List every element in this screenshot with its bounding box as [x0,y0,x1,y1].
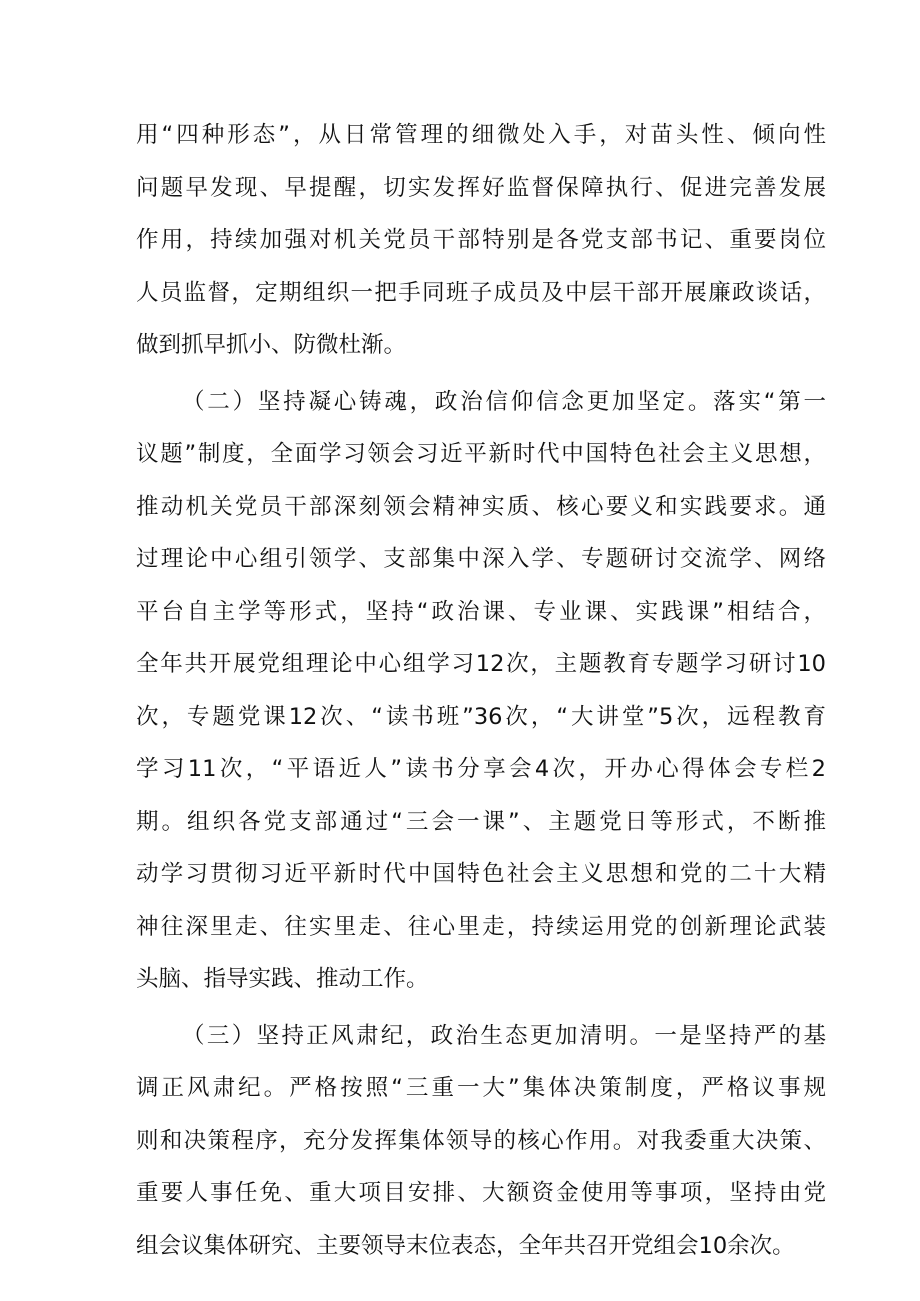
text-line: 用“四种形态”，从日常管理的细微处入手，对苗头性、倾向性 [136,122,826,148]
text-line: 议题”制度，全面学习领会习近平新时代中国特色社会主义思想， [136,441,826,467]
text-line: 期。组织各党支部通过“三会一课”、主题党日等形式，不断推 [136,808,826,835]
text-line: 重要人事任免、重大项目安排、大额资金使用等事项，坚持由党 [136,1180,826,1206]
paragraph-1 [136,109,826,372]
text-line: 推动机关党员干部深刻领会精神实质、核心要义和实践要求。通 [136,493,826,520]
text-line: 次，专题党课12次、“读书班”36次，“大讲堂”5次，远程教育 [136,703,826,730]
text-line: 调正风肃纪。严格按照“三重一大”集体决策制度，严格议事规 [136,1075,826,1101]
text-line: 则和决策程序，充分发挥集体领导的核心作用。对我委重大决策、 [136,1127,826,1154]
text-line: 作用，持续加强对机关党员干部特别是各党支部书记、重要岗位 [136,227,826,253]
paragraph-heading-line: （三）坚持正风肃纪，政治生态更加清明。一是坚持严的基 [182,1022,826,1049]
text-line: 平台自主学等形式，坚持“政治课、专业课、实践课”相结合， [136,598,826,625]
text-line: 头脑、指导实践、推动工作。 [136,966,429,992]
text-line: 人员监督，定期组织一把手同班子成员及中层干部开展廉政谈话， [136,279,826,306]
text-line: 学习11次，“平语近人”读书分享会4次，开办心得体会专栏2 [136,756,826,782]
paragraph-2 [136,376,826,1006]
text-line: 过理论中心组引领学、支部集中深入学、专题研讨交流学、网络 [136,546,826,572]
text-line: 问题早发现、早提醒，切实发挥好监督保障执行、促进完善发展 [136,174,826,201]
text-line: 组会议集体研究、主要领导末位表态，全年共召开党组会10余次。 [136,1232,795,1259]
text-line: 神往深里走、往实里走、往心里走，持续运用党的创新理论武装 [136,913,826,940]
text-line: 全年共开展党组理论中心组学习12次，主题教育专题学习研讨10 [136,651,826,677]
text-line: 做到抓早抓小、防微杜渐。 [136,332,407,358]
paragraph-3 [136,1010,826,1273]
body-text [136,109,826,1272]
text-line: 动学习贯彻习近平新时代中国特色社会主义思想和党的二十大精 [136,861,826,887]
paragraph-heading-line: （二）坚持凝心铸魂，政治信仰信念更加坚定。落实“第一 [182,388,826,415]
